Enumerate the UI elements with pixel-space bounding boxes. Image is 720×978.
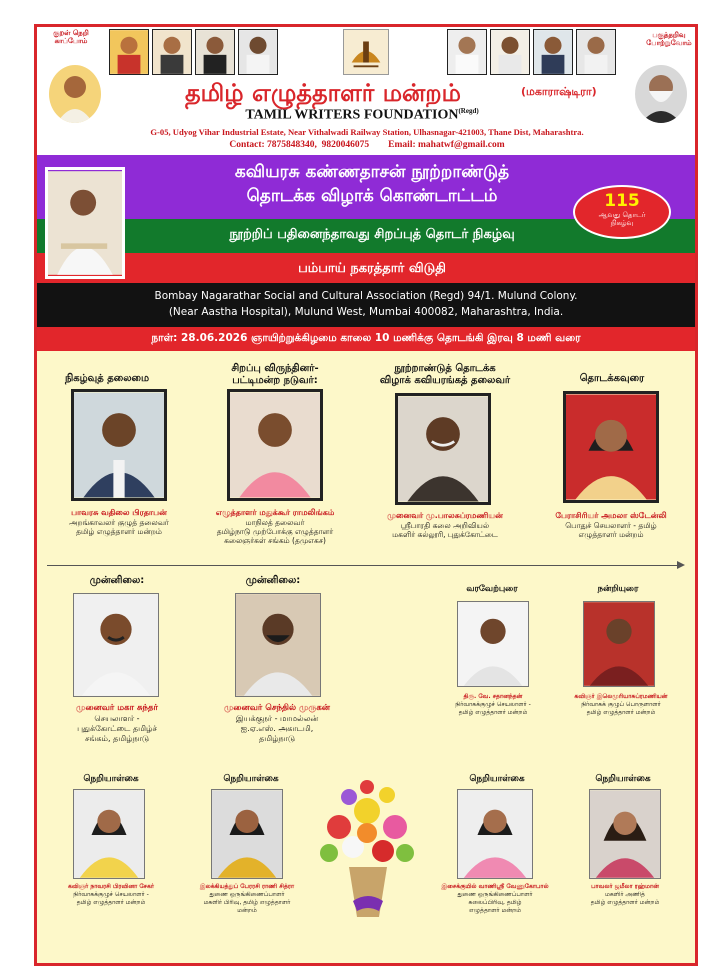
row1-role-4: தொடக்கவுரை [579,373,645,384]
row1-photo-2 [227,389,323,501]
row1-desc2-2: தமிழ்நாடு முற்போக்கு எழுத்தாளர் [216,527,334,536]
right-side-portrait [635,65,687,123]
row1-role-2b: பட்டிமன்ற நடுவர்: [232,375,318,386]
row3-photo-1 [73,789,145,879]
event-date-line: நாள்: 28.06.2026 ஞாயிற்றுக்கிழமை காலை 10 மணிக்கு தொடங்கி இரவு 8 மணி வரை [151,332,581,344]
portrait-thumb-5 [447,29,487,75]
portrait-thumb-2 [152,29,192,75]
row2-photo-4 [583,601,655,687]
row2-role-4: நன்றியுரை [597,584,639,594]
portrait-thumb-1 [109,29,149,75]
venue-tamil: பம்பாய் நகரத்தார் விடுதி [298,261,446,276]
venue-english-line1: Bombay Nagarathar Social and Cultural Association (Regd) 94/1. Mulund Colony. [154,290,578,302]
row3-role-4: நெறியாள்கை [595,774,651,784]
row1-desc2-1: தமிழ் எழுத்தாளர் மன்றம் [76,527,162,536]
venue-english-line2: (Near Aastha Hospital), Mulund West, Mumbai 400082, Maharashtra, India. [168,306,564,318]
row1-photo-4 [563,391,659,503]
portrait-thumb-6 [490,29,530,75]
row1-role-3a: நூற்றாண்டுத் தொடக்க [394,363,496,374]
row2-photo-2 [235,593,321,697]
org-contact: Contact: 7875848340, 9820046075 Email: mahatwf@gmail.com [229,140,505,150]
row3-desc2-3: கலைப்பிரிவு, தமிழ் [468,899,522,906]
left-side-portrait [49,65,101,123]
row2-desc2-2: ஐ.ஏ.எஸ். அகாடமி, [240,724,314,733]
row1-photo-3 [395,393,491,505]
row3-desc3-2: மன்றம் [237,907,257,914]
flower-bouquet-image [309,767,427,919]
content-top-rule [37,349,695,351]
row2-photo-1 [73,593,159,697]
row1-role-2a: சிறப்பு விருந்தினர்- [231,363,319,374]
portrait-thumb-3 [195,29,235,75]
portrait-thumb-4 [238,29,278,75]
section-divider [47,565,681,566]
row3-desc2-2: மகளிர் பிரிவு, தமிழ் எழுத்தாளர் [203,899,291,906]
left-top-label: குறள் நெறி காப்போம் [53,29,89,45]
banner-title-line2: தொடக்க விழாக் கொண்டாட்டம் [246,186,498,206]
row3-photo-4 [589,789,661,879]
row1-desc1-2: மாநிலத் தலைவர் [245,518,305,527]
poster [34,24,698,966]
regd-mark: (Regd) [458,107,479,115]
row1-name-2: எழுத்தாளர் மதுக்கூர் ராமலிங்கம் [215,508,335,517]
row3-photo-2 [211,789,283,879]
row2-desc3-2: தமிழ்நாடு [259,734,295,743]
row3-desc2-1: தமிழ் எழுத்தாளர் மன்றம் [76,899,146,906]
row2-desc2-1: புதுக்கோட்டை தமிழ்ச் [77,724,157,733]
row3-desc2-4: தமிழ் எழுத்தாளர் மன்றம் [590,899,660,906]
row1-role-3b: விழாக் கவியரங்கத் தலைவர் [379,375,511,386]
row2-role-3: வரவேற்புரை [466,584,518,594]
row1-desc2-4: எழுத்தாளர் மன்றம் [578,530,644,539]
row2-desc1-4: நிர்வாகக் குழுப் பொருளாளர் [581,701,661,708]
badge-line2: நிகழ்வு [610,219,634,227]
org-title-english [237,107,487,124]
right-top-label: பகுத்தறிவு போற்றுவோம் [646,31,692,47]
row2-desc1-1: செயலாளர் - [94,714,140,723]
divider-arrow-icon [677,561,685,569]
row1-name-3: முனைவர் மு.பாலசுப்ரமணியன் [387,511,503,520]
row3-role-2: நெறியாள்கை [223,774,279,784]
org-address: G-05, Udyog Vihar Industrial Estate, Near Vithalwadi Railway Station, Ulhasnagar-421003, Thane Dist, Maharashtra. [150,127,584,137]
row3-desc1-3: துணை ஒருங்கிணைப்பாளர் [457,891,533,898]
row2-desc1-3: நிர்வாகக்குழுச் செயலாளர் - [455,701,531,708]
portrait-thumb-7 [533,29,573,75]
row2-photo-3 [457,601,529,687]
row1-desc1-1: அறங்காவலர் குழுத் தலைவர் [69,518,169,527]
row2-desc1-2: இயக்குநர் - மாமல்லன் [235,714,319,723]
emblem-logo [343,29,389,75]
row1-name-1: பாவரசு வதிலை பிரதாபன் [71,508,167,517]
banner-subtitle: நூற்றிப் பதினைந்தாவது சிறப்புத் தொடர் நிகழ்வு [229,227,515,242]
row3-desc1-4: மகளிர் அணித் [605,891,645,898]
portrait-thumb-8 [576,29,616,75]
row3-name-3: இசைக்குயில் வாணிஸ்ரீ வேணுகோபால் [441,883,549,890]
row1-desc3-2: கலைஞர்கள் சங்கம் (தமுஎகச) [224,536,326,545]
org-region: (மகாராஷ்டிரா) [521,85,597,98]
row2-desc2-4: தமிழ் எழுத்தாளர் மன்றம் [586,709,656,716]
row1-photo-1 [71,389,167,501]
banner-title-line1: கவியரசு கண்ணதாசன் நூற்றாண்டுத் [234,162,510,182]
row1-desc1-3: ஸ்ரீபாரதி கலை அறிவியல் [400,521,490,530]
row3-photo-3 [457,789,533,879]
row3-desc3-3: எழுத்தாளர் மன்றம் [468,907,522,914]
row3-role-3: நெறியாள்கை [469,774,525,784]
row2-name-1: முனைவர் மகா சுந்தர் [76,703,158,713]
row1-role-1: நிகழ்வுத் தலைமை [64,373,150,384]
row2-role-1: முன்னிலை: [89,575,145,586]
badge-number: 115 [604,191,640,211]
row1-name-4: பேராசிரியர் அமலா ஸ்டேன்லி [555,511,667,520]
org-title-tamil: தமிழ் எழுத்தாளர் மன்றம் [185,79,461,107]
row2-role-2: முன்னிலை: [245,575,301,586]
row1-desc1-4: பொதுச் செயலாளர் - தமிழ் [565,521,657,530]
kannadasan-portrait [45,167,125,279]
row2-name-2: முனைவர் செந்தில் முருகன் [223,703,330,713]
row1-desc2-3: மகளிர் கல்லூரி, புதுக்கோட்டை [392,530,498,539]
row2-desc3-1: சங்கம், தமிழ்நாடு [84,734,150,743]
row2-name-3: திரு. வே. சதானந்தன் [463,693,523,700]
org-english-text: TAMIL WRITERS FOUNDATION [245,107,459,123]
row3-role-1: நெறியாள்கை [83,774,139,784]
row3-desc1-2: துணை ஒருங்கிணைப்பாளர் [209,891,285,898]
row2-desc2-3: தமிழ் எழுத்தாளர் மன்றம் [458,709,528,716]
row3-name-4: பாவலர் ஜமீலா ரஹ்மான் [591,883,659,890]
row3-name-2: இலக்கியத்துப் பேரரசி ராணி சித்ரா [199,883,295,890]
row3-desc1-1: நிர்வாகக்குழுச் செயலாளர் - [73,891,149,898]
row3-name-1: கவிஞர் நாவரசி பிரவினா சேகர் [68,883,154,890]
row2-name-4: கவிஞர் இலெமூரியாசுப்ரமணியன் [574,693,668,700]
badge-line1: ஆவது தொடர் [598,211,646,219]
